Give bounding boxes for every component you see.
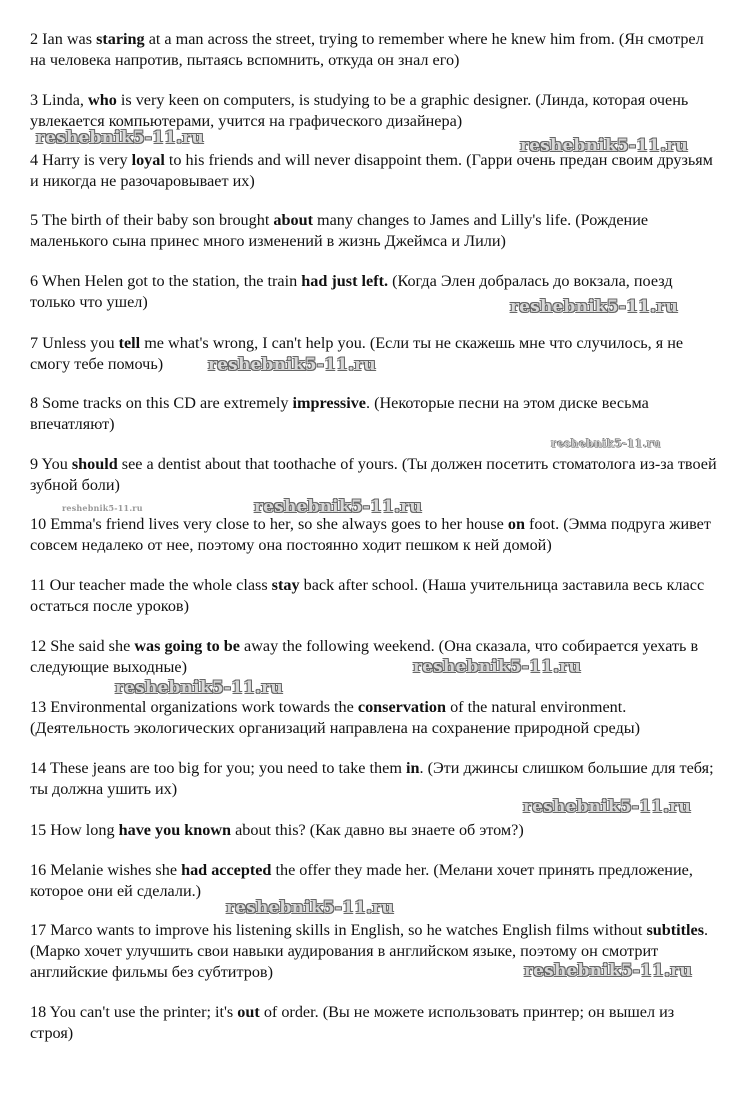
- watermark: reshebnik5-11.ru: [62, 503, 143, 513]
- list-item: 6 When Helen got to the station, the train had just left. (Когда Элен добралась до вокзала, поезд только что ушел): [30, 272, 673, 311]
- list-item: 12 She said she was going to be away the following weekend. (Она сказала, что собирается уехать в следующие выходные): [30, 637, 699, 676]
- list-item: 8 Some tracks on this CD are extremely impressive. (Некоторые песни на этом диске весьма впечатляют): [30, 394, 649, 433]
- watermark: reshebnik5-11.ru: [524, 961, 692, 981]
- list-item: 2 Ian was staring at a man across the street, trying to remember where he knew him from. (Ян смотрел на человека напротив, пытаясь вспомнить, откуда он знал его): [30, 30, 704, 69]
- list-item: 14 These jeans are too big for you; you need to take them in. (Эти джинсы слишком большие для тебя; ты должна ушить их): [30, 759, 714, 798]
- list-item: 9 You should see a dentist about that toothache of yours. (Ты должен посетить стоматолога из-за твоей зубной боли): [30, 455, 717, 494]
- list-item: 3 Linda, who is very keen on computers, is studying to be a graphic designer. (Линда, которая очень увлекается компьютерами, учится на графического дизайнера): [30, 91, 689, 130]
- list-item: 16 Melanie wishes she had accepted the offer they made her. (Мелани хочет принять предложение, которое они ей сделали.): [30, 861, 693, 900]
- list-item: 11 Our teacher made the whole class stay back after school. (Наша учительница заставила весь класс остаться после уроков): [30, 576, 705, 615]
- watermark: reshebnik5-11.ru: [115, 678, 283, 698]
- watermark: reshebnik5-11.ru: [520, 136, 688, 156]
- watermark: reshebnik5-11.ru: [523, 797, 691, 817]
- list-item: 15 How long have you known about this? (Как давно вы знаете об этом?): [30, 821, 524, 839]
- watermark: reshebnik5-11.ru: [413, 657, 581, 677]
- list-item: 4 Harry is very loyal to his friends and will never disappoint them. (Гарри очень предан своим друзьям и никогда не разочаровывает их): [30, 151, 713, 190]
- list-item: 18 You can't use the printer; it's out of order. (Вы не можете использовать принтер; он вышел из строя): [30, 1003, 675, 1042]
- list-item: 5 The birth of their baby son brought about many changes to James and Lilly's life. (Рождение маленького сына принес много изменений в жизнь Джеймса и Лили): [30, 211, 649, 250]
- watermark: reshebnik5-11.ru: [510, 297, 678, 317]
- watermark: reshebnik5-11.ru: [226, 898, 394, 918]
- list-item: 17 Marco wants to improve his listening skills in English, so he watches English films without subtitles. (Марко хочет улучшить свои навыки аудирования в английском языке, поэтому он смотрит английские фильмы без субтитров): [30, 921, 709, 981]
- watermark: reshebnik5-11.ru: [254, 497, 422, 517]
- list-item: 7 Unless you tell me what's wrong, I can't help you. (Если ты не скажешь мне что случилось, я не смогу тебе помочь): [30, 334, 684, 373]
- watermark: reshebnik5-11.ru: [36, 128, 204, 148]
- list-item: 13 Environmental organizations work towards the conservation of the natural environment. (Деятельность экологических организаций направлена на сохранение природной среды): [30, 698, 641, 737]
- watermark: reshebnik5-11.ru: [551, 437, 661, 450]
- watermark: reshebnik5-11.ru: [208, 355, 376, 375]
- list-item: 10 Emma's friend lives very close to her, so she always goes to her house on foot. (Эмма подруга живет совсем недалеко от нее, поэтому она постоянно ходит пешком к ней домой): [30, 515, 711, 554]
